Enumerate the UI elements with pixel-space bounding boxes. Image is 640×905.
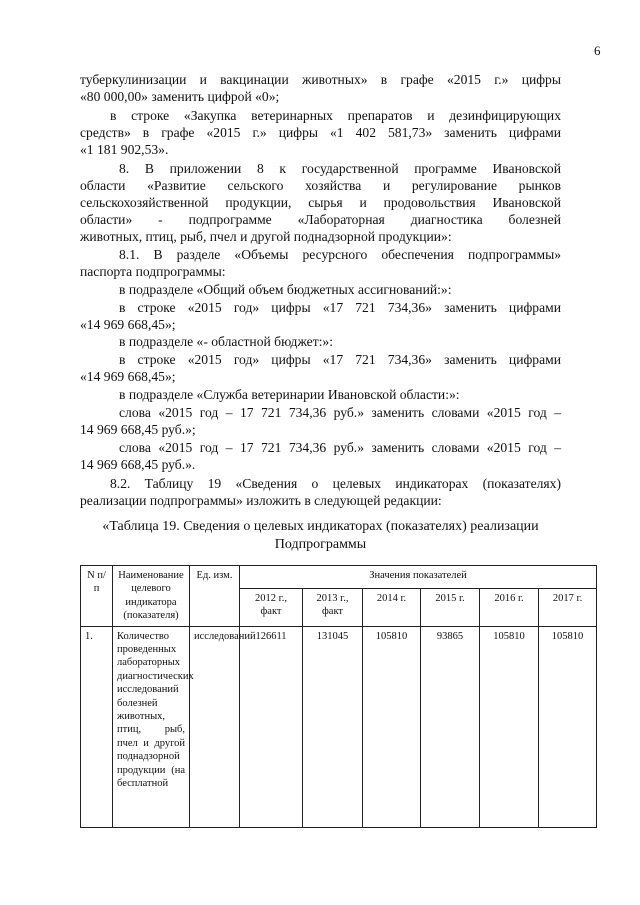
paragraph-line: паспорта подпрограммы:	[80, 264, 226, 279]
row-value: 93865	[421, 626, 480, 827]
paragraph-line: 8.2. Таблицу 19 «Сведения о целевых индикаторах (показателях)	[110, 476, 561, 491]
paragraph-line: 14 969 668,45 руб.».	[80, 457, 196, 472]
paragraph-line: туберкулинизации и вакцинации животных» в графе «2015 г.» цифры	[80, 72, 561, 87]
header-year: 2014 г.	[363, 588, 421, 626]
page-number: 6	[594, 43, 601, 58]
row-name: Количество проведенных лабораторных диагностических исследований болезней животных, птиц, рыб, пчел и другой поднадзорной продукции (на бесплатной	[113, 626, 190, 827]
paragraph-line: в строке «2015 год» цифры «17 721 734,36» заменить цифрами	[119, 352, 561, 367]
header-year: 2013 г., факт	[303, 588, 363, 626]
row-value: 105810	[539, 626, 597, 827]
row-unit: исследований	[190, 626, 240, 827]
paragraph-line: в подразделе «- областной бюджет:»:	[119, 334, 334, 349]
row-num: 1.	[81, 626, 113, 827]
table-header-row	[81, 566, 597, 589]
paragraph-line: средств» в графе «2015 г.» цифры «1 402 581,73» заменить цифрами	[80, 125, 561, 140]
paragraph-line: в подразделе «Служба ветеринарии Ивановской области:»:	[119, 387, 460, 402]
row-value: 105810	[363, 626, 421, 827]
table-caption: «Таблица 19. Сведения о целевых индикаторах (показателях) реализации	[102, 519, 539, 534]
row-value: 126611	[240, 626, 303, 827]
paragraph-line: слова «2015 год – 17 721 734,36 руб.» заменить словами «2015 год –	[119, 405, 561, 420]
paragraph-line: «14 969 668,45»;	[80, 369, 176, 384]
paragraph-line: в подразделе «Общий объем бюджетных ассигнований:»:	[119, 282, 452, 297]
paragraph-line: области «Развитие сельского хозяйства и регулирование рынков	[80, 178, 561, 193]
paragraph-line: сельскохозяйственной продукции, сырья и продовольствия Ивановской	[80, 195, 561, 210]
paragraph-line: «14 969 668,45»;	[80, 317, 176, 332]
table-caption: Подпрограммы	[274, 537, 367, 552]
header-year: 2017 г.	[539, 588, 597, 626]
header-name: Наименование целевого индикатора (показателя)	[113, 566, 190, 627]
header-year: 2012 г., факт	[240, 588, 303, 626]
paragraph-line: 8.1. В разделе «Объемы ресурсного обеспечения подпрограммы»	[119, 247, 561, 262]
paragraph-line: 14 969 668,45 руб.»;	[80, 422, 196, 437]
header-unit: Ед. изм.	[190, 566, 240, 627]
row-value: 105810	[480, 626, 539, 827]
indicators-table	[80, 565, 597, 828]
paragraph-line: животных, птиц, рыб, пчел и другой поднадзорной продукции»:	[80, 229, 452, 244]
paragraph-line: слова «2015 год – 17 721 734,36 руб.» заменить словами «2015 год –	[119, 440, 561, 455]
row-value: 131045	[303, 626, 363, 827]
header-values-group: Значения показателей	[240, 566, 597, 589]
table-row	[81, 626, 597, 827]
paragraph-line: области» - подпрограмме «Лабораторная диагностика болезней	[80, 212, 561, 227]
paragraph-line: реализации подпрограммы» изложить в следующей редакции:	[80, 493, 442, 508]
paragraph-line: «1 181 902,53».	[80, 142, 169, 157]
header-year: 2016 г.	[480, 588, 539, 626]
paragraph-line: в строке «2015 год» цифры «17 721 734,36» заменить цифрами	[119, 300, 561, 315]
header-year: 2015 г.	[421, 588, 480, 626]
paragraph-line: 8. В приложении 8 к государственной программе Ивановской	[119, 161, 561, 176]
header-num: N п/п	[81, 566, 113, 627]
paragraph-line: в строке «Закупка ветеринарных препаратов и дезинфицирующих	[110, 108, 561, 123]
paragraph-line: «80 000,00» заменить цифрой «0»;	[80, 89, 280, 104]
